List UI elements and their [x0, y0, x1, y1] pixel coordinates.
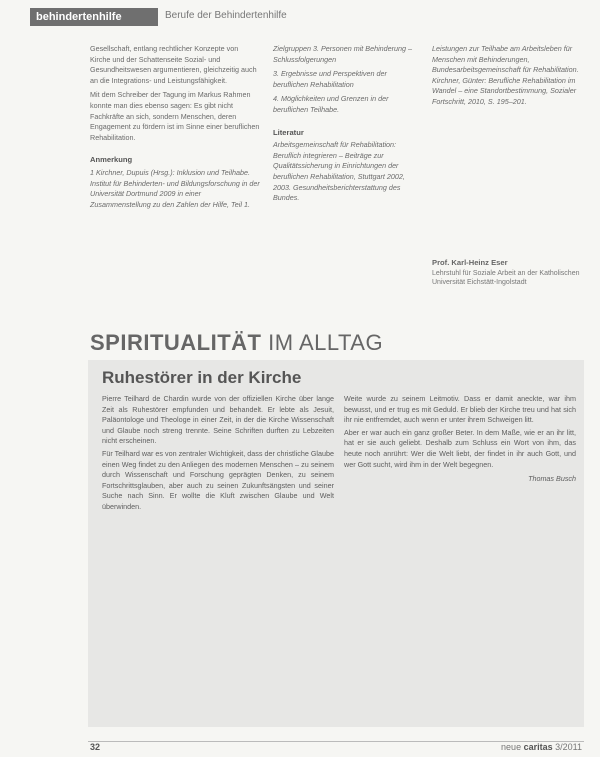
- box-column-1: [102, 394, 334, 515]
- section-label: behindertenhilfe: [30, 8, 158, 26]
- article-column-1: [90, 44, 260, 214]
- note-heading: Anmerkung: [90, 155, 133, 165]
- paragraph: Weite wurde zu seinem Leitmotiv. Dass er damit aneckte, war ihm bewusst, und er trug es mit Geduld. Er blieb der Kirche treu und hat sich ihr nie entfremdet, auch wenn er unter ihrem Schweigen litt.: [344, 394, 576, 425]
- page-header: [0, 0, 600, 40]
- feature-title-bold: SPIRITUALITÄT: [90, 330, 262, 355]
- magazine-name: [501, 742, 582, 752]
- list-item: 4. Möglichkeiten und Grenzen in der beruflichen Teilhabe.: [273, 94, 389, 114]
- list-item: Zielgruppen 3. Personen mit Behinderung – Schlussfolgerungen: [273, 44, 413, 64]
- literature-text: Leistungen zur Teilhabe am Arbeitsleben für Menschen mit Behinderungen, Bundesarbeitsgemeinschaft für Rehabilitation. Kirchner, Günter: Berufliche Rehabilitation im Wandel – eine Standortbestimmung, Sozialer Fortschritt, 2010, S. 195–201.: [432, 44, 579, 106]
- magazine-prefix: neue: [501, 742, 522, 752]
- feature-title: [90, 330, 383, 356]
- author-name: Prof. Karl-Heinz Eser: [432, 258, 508, 267]
- author-description: Lehrstuhl für Soziale Arbeit an der Katholischen Universität Eichstätt-Ingolstadt: [432, 270, 580, 286]
- list-item: 3. Ergebnisse und Perspektiven der beruflichen Rehabilitation: [273, 69, 387, 89]
- literature-heading: Literatur: [273, 127, 304, 137]
- signature: Thomas Busch: [528, 474, 576, 484]
- author-block: [432, 258, 582, 287]
- issue-number: 3/2011: [555, 742, 582, 752]
- paragraph: Pierre Teilhard de Chardin wurde von der offiziellen Kirche über lange Zeit als Ruhestörer empfunden und behandelt. Er lebte als Jesuit, Paläontologe und Theologe in einer Zeit, in der die Kirche Wissenschaft und Glaube noch streng trennte. Seine Schriften durften zu Lebzeiten nicht erscheinen.: [102, 394, 334, 446]
- section-subtitle: Berufe der Behindertenhilfe: [165, 10, 287, 21]
- article-column-3: [432, 44, 582, 112]
- box-column-2: [344, 394, 576, 485]
- article-column-2: [273, 44, 423, 208]
- paragraph: Mit dem Schreiber der Tagung im Markus Rahmen konnte man dies ebenso sagen: Es gibt nicht Fachkräfte an sich, sondern Menschen, deren Engagement zu fördern ist im Sinne einer beruflichen Rehabilitation.: [90, 90, 260, 142]
- paragraph: Für Teilhard war es von zentraler Wichtigkeit, dass der christliche Glaube einen Weg findet zu den Anliegen des modernen Menschen – zu seinem durch Wissenschaft und Forschung geprägten Denken, zu seinem Fortschrittsglauben, aber auch zu seinen Zukunftsängsten und seiner Suche nach Sinn. Er wollte die Kluft zwischen Glaube und Welt überwinden.: [102, 448, 334, 511]
- box-title: Ruhestörer in der Kirche: [102, 368, 302, 387]
- note-text: 1 Kirchner, Dupuis (Hrsg.): Inklusion und Teilhabe. Institut für Behinderten- und Bildungsforschung in der Universität Dortmund 2009 in einer Zusammenstellung zu den Zahlen der Hilfe, Teil 1.: [90, 167, 260, 209]
- page-number: 32: [90, 742, 101, 752]
- feature-title-rest: IM ALLTAG: [268, 330, 384, 355]
- literature-text: Arbeitsgemeinschaft für Rehabilitation: Beruflich integrieren – Beiträge zur Qualitätssicherung in Einrichtungen der beruflichen Rehabilitation, Stuttgart 2002, 2003. Gesundheitsberichterstattung des Bundes.: [273, 140, 405, 203]
- magazine-title: caritas: [523, 742, 553, 752]
- paragraph: Gesellschaft, entlang rechtlicher Konzepte von Kirche und der Schattenseite Sozial- und Gesundheitswesen argumentieren, gleichzeitig auch an die Integrations- und Leistungsfähigkeit.: [90, 44, 257, 85]
- paragraph: Aber er war auch ein ganz großer Beter. In dem Maße, wie er an ihr litt, hat er sie auch geliebt. Deshalb zum Schluss ein Wort von ihm, das heute noch anrührt: Wer die Welt liebt, der findet in ihr auch Gott, und wer Gott sucht, wird ihm in der Welt begegnen.: [344, 427, 576, 469]
